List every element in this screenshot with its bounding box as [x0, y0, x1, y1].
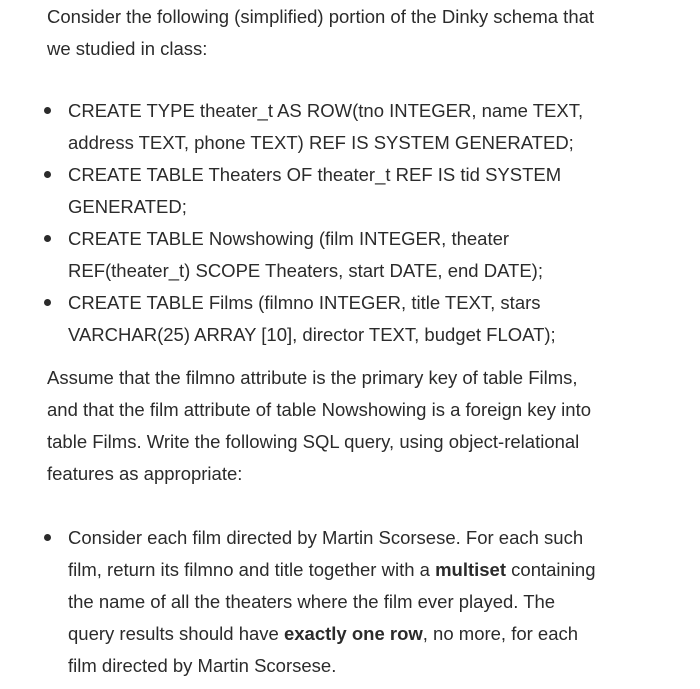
intro-line-1: Consider the following (simplified) portion of the Dinky schema that: [47, 6, 595, 27]
task-line-4b: , no more, for each: [422, 623, 579, 644]
task-line-4a: query results should have: [68, 623, 284, 644]
schema-item-line-1: CREATE TABLE Films (filmno INTEGER, title TEXT, stars: [68, 292, 541, 313]
intro-line-2: we studied in class:: [47, 38, 208, 59]
assumption-line-3: table Films. Write the following SQL query, using object-relational: [47, 431, 580, 452]
schema-list: [0, 95, 700, 351]
bullet-icon: [44, 534, 51, 541]
bullet-icon: [44, 299, 51, 306]
schema-item-line-2: address TEXT, phone TEXT) REF IS SYSTEM GENERATED;: [68, 132, 574, 153]
list-item: [0, 223, 700, 287]
task-line-3: the name of all the theaters where the film ever played. The: [68, 591, 556, 612]
intro-paragraph: [47, 1, 687, 65]
list-item: [0, 159, 700, 223]
assumption-paragraph: [47, 362, 687, 490]
schema-item-line-2: REF(theater_t) SCOPE Theaters, start DATE, end DATE);: [68, 260, 543, 281]
assumption-line-2: and that the film attribute of table Nowshowing is a foreign key into: [47, 399, 591, 420]
task-line-2b: containing: [506, 559, 596, 580]
bullet-icon: [44, 235, 51, 242]
task-list: [0, 522, 700, 682]
task-line-2a: film, return its filmno and title together with a: [68, 559, 436, 580]
list-item: [0, 95, 700, 159]
bullet-icon: [44, 107, 51, 114]
emphasis-multiset: multiset: [435, 559, 507, 580]
schema-item-line-2: GENERATED;: [68, 196, 187, 217]
schema-item-line-2: VARCHAR(25) ARRAY [10], director TEXT, budget FLOAT);: [68, 324, 556, 345]
schema-item-line-1: CREATE TYPE theater_t AS ROW(tno INTEGER, name TEXT,: [68, 100, 584, 121]
bullet-icon: [44, 171, 51, 178]
assumption-line-4: features as appropriate:: [47, 463, 243, 484]
list-item: [0, 522, 700, 682]
emphasis-exactly-one-row: exactly one row: [283, 623, 423, 644]
schema-item-line-1: CREATE TABLE Nowshowing (film INTEGER, theater: [68, 228, 510, 249]
assumption-line-1: Assume that the filmno attribute is the primary key of table Films,: [47, 367, 578, 388]
schema-item-line-1: CREATE TABLE Theaters OF theater_t REF IS tid SYSTEM: [68, 164, 562, 185]
task-line-1: Consider each film directed by Martin Scorsese. For each such: [68, 527, 584, 548]
list-item: [0, 287, 700, 351]
task-line-5: film directed by Martin Scorsese.: [68, 655, 337, 676]
